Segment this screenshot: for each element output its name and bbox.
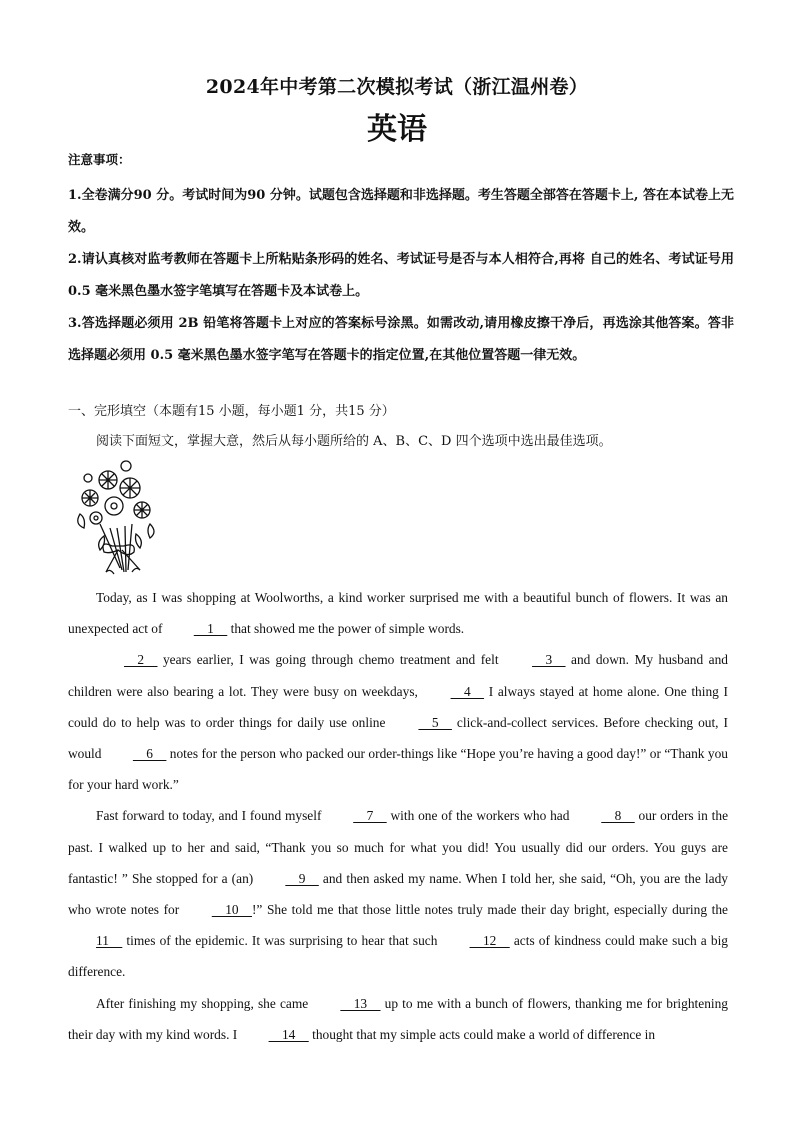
answer-blank: 1: [193, 621, 228, 637]
passage-paragraph: [68, 988, 728, 1050]
flower-head: [99, 471, 117, 489]
answer-blank: 11: [96, 933, 123, 949]
passage-text: and down. My husband and children were also bearing a lot. They were busy on weekdays,: [68, 652, 729, 699]
passage-text: our orders in the past. I walked up to her and said, “Thank you so much for what you did! You usually did our orders. You guys are fantastic! ” She stopped for a (an): [68, 808, 729, 886]
passage-text: Fast forward to today, and I found myself: [96, 808, 326, 824]
answer-blank: 5: [418, 714, 452, 730]
note-item-2: 2.请认真核对监考教师在答题卡上所粘贴条形码的姓名、考试证号是否与本人相符合,再将 自己的姓名、考试证号用 0.5 毫米黑色墨水签字笔填写在答题卡及本试卷上。: [68, 252, 734, 299]
passage-text: click-and-collect services. Before checking out, I would: [68, 714, 728, 762]
passage-text: notes for the person who packed our order-things like “Hope you’re having a good day!” or “Thank you for your hard work.”: [68, 746, 728, 793]
section-title: 一、完形填空（本题有15 小题，每小题1 分，共15 分）: [68, 404, 395, 419]
note-item-3: 3.答选择题必须用 2B 铅笔将答题卡上对应的答案标号涂黑。如需改动,请用橡皮擦干净后，再选涂其他答案。答非选择题必须用 0.5 毫米黑色墨水签字笔写在答题卡的指定位置,在其他位置答题一律无效。: [68, 316, 734, 363]
passage-paragraph: [68, 800, 728, 987]
passage-text: Today, as I was shopping at Woolworths, a kind worker surprised me with a beautiful bunch of flowers. It was an unexpected act of: [68, 590, 728, 637]
answer-blank: 9: [285, 870, 319, 886]
answer-blank: 8: [601, 808, 635, 824]
passage-text: up to me with a bunch of flowers, thanking me for brightening their day with my kind words. I: [68, 995, 729, 1042]
note-item-1: 1.全卷满分90 分。考试时间为90 分钟。试题包含选择题和非选择题。考生答题全部答在答题卡上, 答在本试卷上无效。: [68, 188, 734, 235]
answer-blank: 2: [124, 652, 158, 668]
passage-text: years earlier, I was going through chemo treatment and felt: [157, 652, 505, 668]
passage-paragraph: [68, 582, 728, 644]
passage-text: that showed me the power of simple words.: [227, 621, 465, 637]
subject-title: 英语: [367, 112, 427, 147]
cloze-passage: [68, 582, 728, 1050]
passage-text: After finishing my shopping, she came: [96, 995, 313, 1011]
passage-text: !” She told me that those little notes truly made their day bright, especially during the: [251, 902, 728, 918]
section-instruction: 阅读下面短文，掌握大意，然后从每小题所给的 A、B、C、D 四个选项中选出最佳选项。: [96, 434, 612, 449]
notes-heading: 注意事项：: [68, 152, 131, 167]
answer-blank: 4: [450, 683, 485, 699]
exam-notes: [68, 150, 734, 372]
answer-blank: 14: [268, 1026, 309, 1042]
exam-title: 2024年中考第二次模拟考试（浙江温州卷）: [205, 76, 589, 98]
answer-blank: 3: [532, 652, 566, 668]
passage-text: I always stayed at home alone. One thing I could do to help was to order things for daily use online: [68, 683, 728, 730]
passage-text: acts of kindness could make such a big difference.: [68, 933, 728, 980]
answer-blank: 10: [211, 902, 252, 918]
passage-text: and then asked my name. When I told her, she said, “Oh, you are the lady who wrote notes for: [68, 870, 728, 918]
passage-text: with one of the workers who had: [386, 808, 574, 824]
answer-blank: 7: [353, 808, 387, 824]
passage-text: times of the epidemic. It was surprising to hear that such: [122, 933, 442, 949]
answer-blank: 6: [132, 746, 167, 762]
answer-blank: 13: [340, 995, 381, 1011]
answer-blank: 12: [469, 933, 510, 949]
flower-bouquet-icon: [70, 458, 162, 580]
passage-paragraph: [68, 644, 728, 800]
passage-text: thought that my simple acts could make a world of difference in: [308, 1026, 656, 1042]
